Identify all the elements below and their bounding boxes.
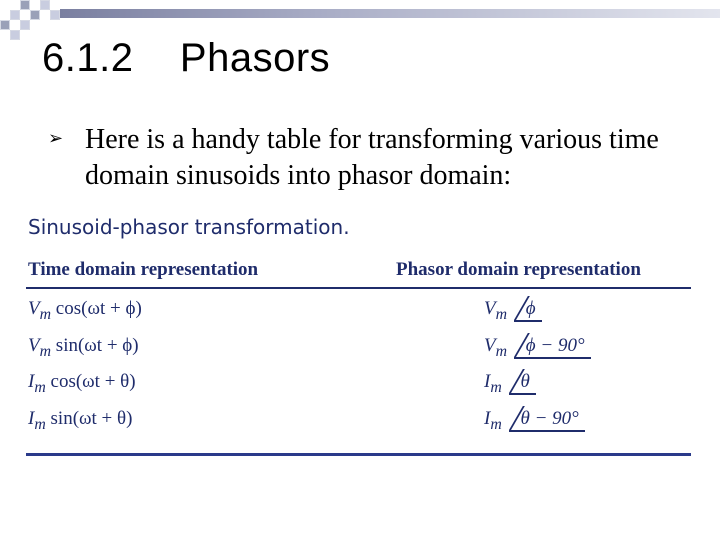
- phasor-domain-cell: [484, 371, 534, 397]
- time-domain-cell: [28, 408, 132, 434]
- table-row: [0, 335, 720, 365]
- table-row: [0, 298, 720, 328]
- bullet-text: Here is a handy table for transforming various time domain sinusoids into phasor domain:: [85, 124, 659, 191]
- phasor-amplitude-symbol: I: [484, 371, 491, 392]
- deco-square: [10, 10, 20, 20]
- table-header-phasor-domain: Phasor domain representation: [396, 259, 641, 280]
- sinusoid-function: cos(ωt + ϕ): [55, 298, 142, 319]
- header-gradient-bar: [60, 9, 720, 18]
- phasor-amplitude-subscript: m: [495, 342, 508, 360]
- phasor-amplitude-symbol: V: [484, 298, 496, 319]
- phasor-angle: θ: [507, 371, 534, 393]
- time-domain-cell: [28, 298, 142, 324]
- phasor-amplitude-subscript: m: [490, 378, 502, 396]
- deco-square: [20, 0, 30, 10]
- phasor-amplitude-symbol: I: [484, 408, 491, 429]
- amplitude-symbol: I: [28, 408, 35, 429]
- amplitude-symbol: I: [28, 371, 35, 392]
- amplitude-subscript: m: [39, 305, 52, 323]
- sinusoid-function: cos(ωt + θ): [50, 371, 136, 392]
- time-domain-cell: [28, 335, 139, 361]
- phasor-angle: θ − 90°: [507, 408, 583, 430]
- phasor-amplitude-subscript: m: [495, 305, 508, 323]
- table-row: [0, 371, 720, 401]
- amplitude-subscript: m: [39, 342, 52, 360]
- deco-square: [10, 30, 20, 40]
- phasor-domain-cell: [484, 298, 540, 324]
- table-caption: Sinusoid-phasor transformation.: [28, 215, 350, 239]
- decorative-header-squares: [0, 0, 720, 40]
- table-header-time-domain: Time domain representation: [28, 259, 259, 280]
- deco-square: [30, 10, 40, 20]
- phasor-angle: ϕ: [512, 298, 540, 320]
- sinusoid-function: sin(ωt + θ): [50, 408, 133, 429]
- deco-square: [20, 20, 30, 30]
- phasor-angle: ϕ − 90°: [512, 335, 589, 357]
- amplitude-symbol: V: [28, 335, 40, 356]
- sinusoid-function: sin(ωt + ϕ): [55, 335, 139, 356]
- amplitude-subscript: m: [34, 415, 46, 433]
- amplitude-subscript: m: [34, 378, 46, 396]
- deco-square: [0, 20, 10, 30]
- bullet-arrow-icon: ➢: [48, 128, 64, 149]
- slide-title: 6.1.2 Phasors: [42, 36, 331, 80]
- amplitude-symbol: V: [28, 298, 40, 319]
- deco-square: [50, 10, 60, 20]
- time-domain-cell: [28, 371, 136, 397]
- phasor-domain-cell: [484, 408, 583, 434]
- phasor-amplitude-symbol: V: [484, 335, 496, 356]
- table-bottom-rule: [26, 453, 691, 456]
- deco-square: [40, 0, 50, 10]
- phasor-amplitude-subscript: m: [490, 415, 502, 433]
- phasor-domain-cell: [484, 335, 589, 361]
- table-top-rule: [26, 287, 691, 289]
- table-row: [0, 408, 720, 438]
